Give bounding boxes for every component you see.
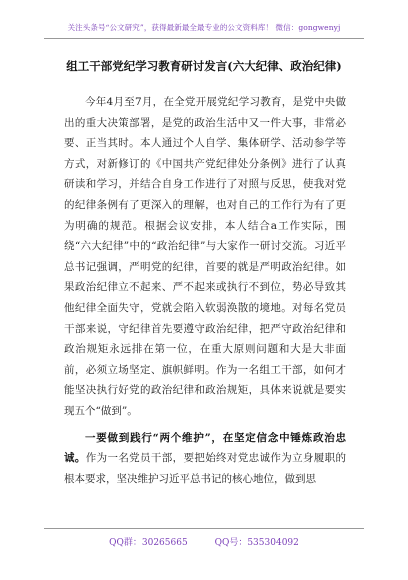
document-body <box>64 92 346 489</box>
footer-qq-number: QQ号：535304092 <box>214 538 299 548</box>
header-divider <box>44 38 364 39</box>
footer-contact <box>0 535 408 548</box>
body-paragraph-2 <box>64 428 346 490</box>
footer-divider <box>44 528 364 529</box>
section-heading-1: 一要做到践行“两个维护”，在坚定信念中锤炼政治忠诚。 <box>64 431 346 465</box>
section-1-text: 作为一名党员干部，要把始终对党忠诚作为立身履职的根本要求，坚决维护习近平总书记的核心地位，做到思 <box>64 452 347 485</box>
body-paragraph-1: 今年4月至7月，在全党开展党纪学习教育，是党中央做出的重大决策部署，是党的政治生活中又一件大事，非常必要、正当其时。本人通过个人自学、集体研学、活动参学等方式，对新修订的《中国共产党纪律处分条例》进行了认真研读和学习，并结合自身工作进行了对照与反思，使我对党的纪律条例有了更深入的理解，也对自己的工作行为有了更为明确的规范。根据会议安排，本人结合a工作实际，围绕“六大纪律”中的“政治纪律”与大家作一研讨交流。习近平总书记强调，严明党的纪律，首要的就是严明政治纪律。如果政治纪律立不起来、严不起来或执行不到位，势必导致其他纪律全面失守，党就会陷入软弱涣散的境地。对每名党员干部来说，守纪律首先要遵守政治纪律，把严守政治纪律和政治规矩永远排在第一位，在重大原则问题和大是大非面前，必须立场坚定、旗帜鲜明。作为一名组工干部，如何才能坚决执行好党的政治纪律和政治规矩，具体来说就是要实现五个“做到”。 <box>64 96 346 417</box>
header-promo-note: 关注头条号“公文研究”，获得最新最全最专业的公文资料库！ 微信：gongwenyj <box>67 23 341 32</box>
document-title: 组工干部党纪学习教育研讨发言(六大纪律、政治纪律) <box>66 59 342 73</box>
footer-qq-group: QQ群：30265665 <box>109 538 188 548</box>
